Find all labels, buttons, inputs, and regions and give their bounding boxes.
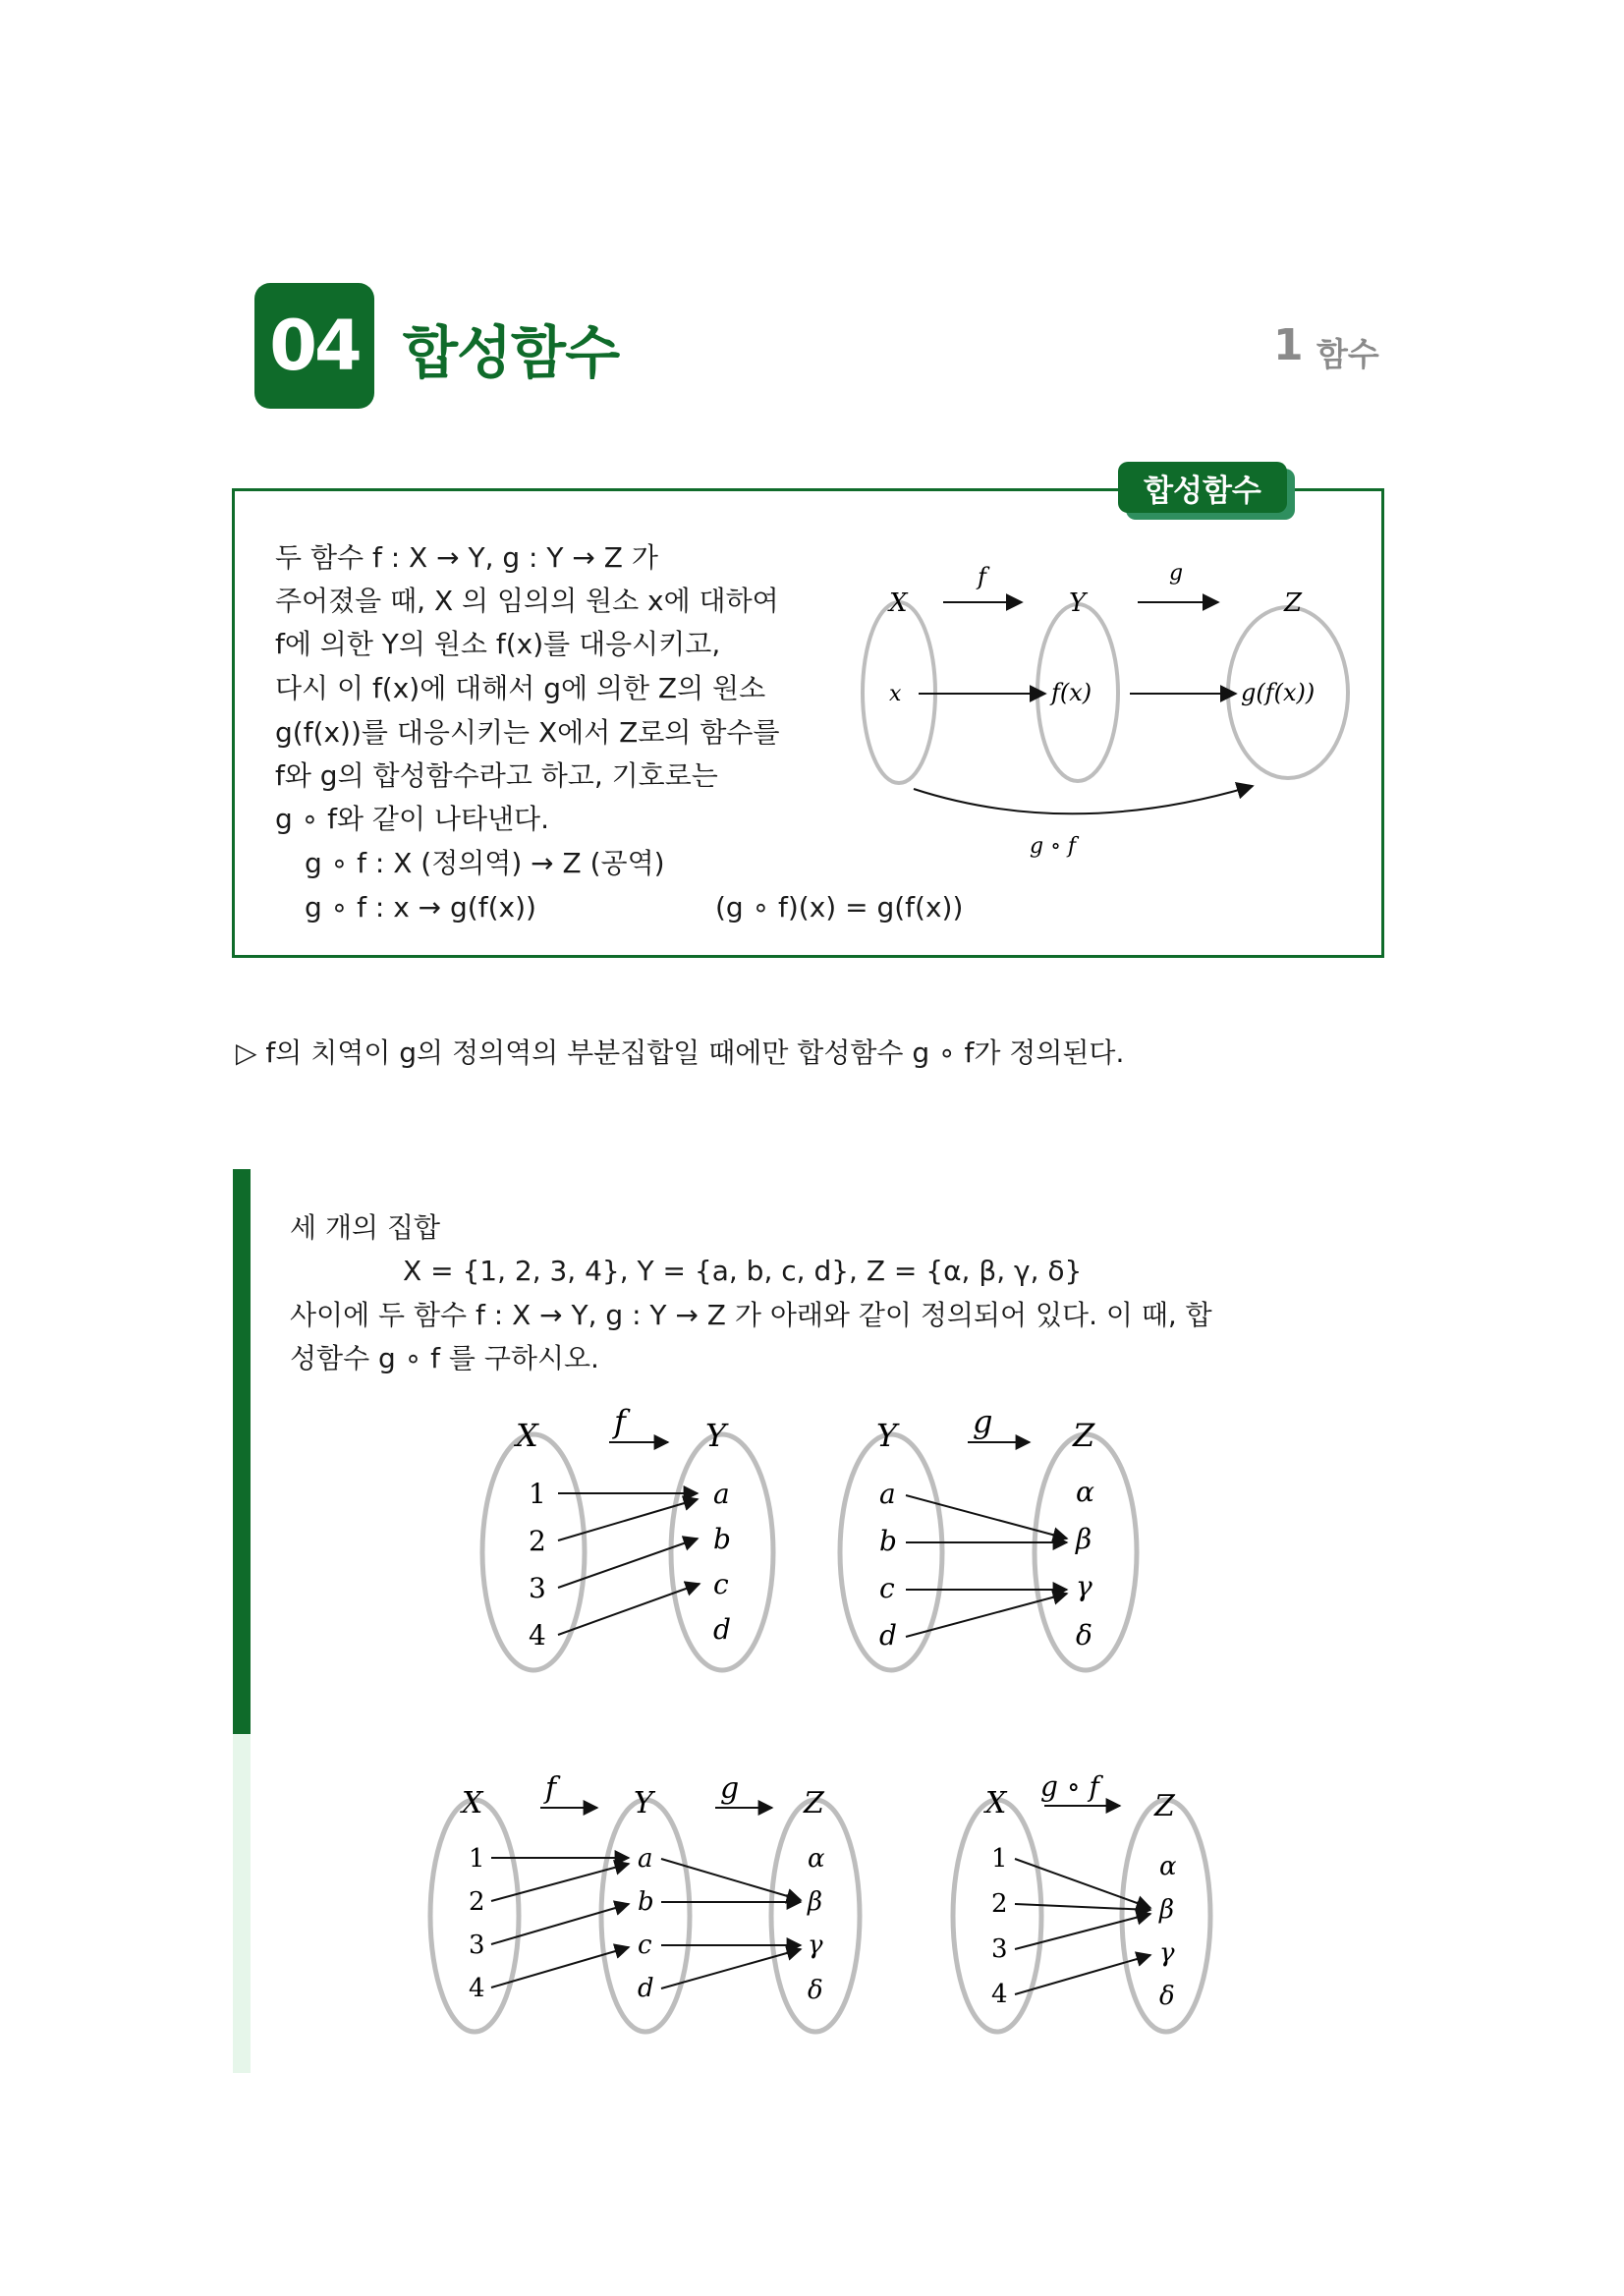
z-elem-alpha: α [808, 1844, 825, 1874]
formula-domain: g ∘ f : X (정의역) → Z (공역) [305, 847, 665, 879]
formula-map: g ∘ f : x → g(f(x)) [305, 891, 536, 924]
definition-line-2: 주어졌을 때, X 의 임의의 원소 x에 대하여 [275, 585, 779, 617]
formula-equation: (g ∘ f)(x) = g(f(x)) [715, 891, 964, 924]
label-y: Y [876, 1417, 898, 1454]
problem-sets: X = {1, 2, 3, 4}, Y = {a, b, c, d}, Z = {α, β, γ, δ} [403, 1255, 1083, 1287]
z-elem-gamma: γ [1159, 1938, 1175, 1968]
y-elem-d: d [879, 1619, 897, 1652]
label-g: g [720, 1771, 740, 1806]
x-elem-1: 1 [529, 1478, 546, 1510]
y-elem-c: c [638, 1931, 652, 1960]
x-elem-2: 2 [529, 1525, 546, 1557]
arrow-f-label: f [978, 563, 986, 590]
z-elem-delta: δ [808, 1976, 823, 2005]
x-elem-4: 4 [529, 1619, 546, 1652]
x-elem-3: 3 [991, 1934, 1008, 1964]
y-elem-b: b [638, 1887, 654, 1917]
problem-line-4: 성함수 g ∘ f 를 구하시오. [290, 1342, 599, 1374]
definition-line-1: 두 함수 f : X → Y, g : Y → Z 가 [275, 541, 658, 574]
element-x: x [889, 682, 902, 706]
x-elem-3: 3 [469, 1931, 485, 1960]
set-x-label: X [889, 588, 908, 618]
label-y: Y [705, 1417, 727, 1454]
section-number-badge: 04 [254, 283, 374, 409]
problem-line-3: 사이에 두 함수 f : X → Y, g : Y → Z 가 아래와 같이 정의되어 있다. 이 때, 합 [290, 1299, 1212, 1331]
y-elem-d: d [638, 1974, 654, 2003]
x-elem-4: 4 [991, 1980, 1008, 2009]
arrow-composite [914, 786, 1253, 813]
y-elem-d: d [713, 1613, 731, 1646]
x-elem-4: 4 [469, 1974, 485, 2003]
y-elem-b: b [713, 1523, 731, 1555]
z-elem-alpha: α [1076, 1476, 1094, 1508]
solution-bar [233, 1734, 251, 2073]
composition-diagram [845, 550, 1356, 884]
z-elem-delta: δ [1076, 1619, 1092, 1652]
chapter-name: 함수 [1316, 335, 1379, 373]
y-elem-a: a [638, 1844, 653, 1874]
z-elem-gamma: γ [808, 1931, 823, 1960]
definition-tag: 합성함수 [1118, 462, 1287, 513]
x-elem-1: 1 [469, 1844, 485, 1874]
definition-line-4: 다시 이 f(x)에 대해서 g에 의한 Z의 원소 [275, 672, 766, 704]
label-f: f [545, 1771, 557, 1806]
element-fx: f(x) [1051, 679, 1092, 706]
page-title: 합성함수 [403, 319, 620, 386]
label-z: Z [1154, 1789, 1175, 1823]
label-x: X [516, 1417, 538, 1454]
arrow-g-label: g [1169, 561, 1184, 586]
set-z-label: Z [1284, 588, 1303, 618]
x-elem-1: 1 [991, 1844, 1008, 1874]
problem-bar [233, 1169, 251, 1734]
z-elem-beta: β [808, 1887, 823, 1917]
set-y-label: Y [1069, 588, 1087, 618]
definition-line-5: g(f(x))를 대응시키는 X에서 Z로의 함수를 [275, 716, 780, 749]
y-elem-a: a [879, 1478, 896, 1510]
chain-diagram [418, 1768, 884, 2044]
chapter-number: 1 [1273, 320, 1304, 370]
element-gfx: g(f(x)) [1241, 679, 1316, 706]
y-elem-b: b [879, 1525, 897, 1557]
z-elem-beta: β [1076, 1523, 1092, 1555]
problem-line-1: 세 개의 집합 [290, 1211, 441, 1244]
label-z: Z [1073, 1417, 1095, 1454]
definition-line-7: g ∘ f와 같이 나타낸다. [275, 803, 549, 835]
mapping-g-diagram [835, 1405, 1159, 1685]
label-gof: g ∘ f [1040, 1770, 1099, 1803]
label-g: g [973, 1405, 993, 1440]
y-elem-c: c [879, 1572, 895, 1604]
definition-line-6: f와 g의 합성함수라고 하고, 기호로는 [275, 759, 718, 792]
x-elem-3: 3 [529, 1572, 546, 1604]
label-x: X [462, 1786, 483, 1820]
label-x: X [985, 1786, 1007, 1820]
definition-line-3: f에 의한 Y의 원소 f(x)를 대응시키고, [275, 628, 721, 660]
z-elem-gamma: γ [1076, 1570, 1092, 1602]
note-text: ▷ f의 치역이 g의 정의역의 부분집합일 때에만 합성함수 g ∘ f가 정의된다. [236, 1036, 1125, 1069]
label-z: Z [804, 1786, 824, 1820]
z-elem-alpha: α [1159, 1852, 1177, 1881]
label-f: f [614, 1405, 626, 1440]
composite-label: g ∘ f [1030, 834, 1076, 859]
label-y: Y [634, 1786, 653, 1820]
composite-mapping-diagram [938, 1768, 1233, 2044]
x-elem-2: 2 [991, 1889, 1008, 1919]
mapping-f-diagram [472, 1405, 796, 1685]
z-elem-beta: β [1159, 1895, 1175, 1925]
x-elem-2: 2 [469, 1887, 485, 1917]
z-elem-delta: δ [1159, 1982, 1175, 2011]
y-elem-a: a [713, 1478, 730, 1510]
y-elem-c: c [713, 1568, 729, 1600]
